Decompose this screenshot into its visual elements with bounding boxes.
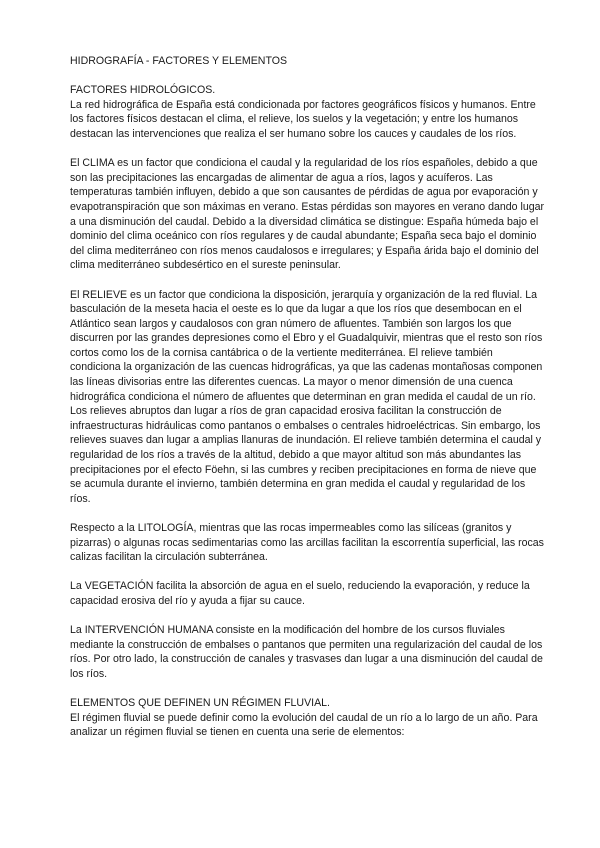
paragraph-intro: La red hidrográfica de España está condicionada por factores geográficos físicos y humanos. Entre los factores físicos destacan el clima, el relieve, los suelos y la vegetación; y entre los humanos destacan las intervenciones que realiza el ser humano sobre los cauces y caudales de los ríos. — [70, 98, 536, 140]
paragraph-relieve: El RELIEVE es un factor que condiciona la disposición, jerarquía y organización de la red fluvial. La basculación de la meseta hacia el oeste es lo que da lugar a que los ríos que desembocan en el Atlántico sean largos y caudalosos con gran número de afluentes. También son largos los que discurren por las grandes depresiones como el Ebro y el Guadalquivir, mientras que el resto son ríos cortos como los de la cornisa cantábrica o de la vertiente mediterránea. El relieve también condiciona la organización de las cuencas hidrográficas, ya que las cadenas montañosas componen las líneas divisorias entre las diferentes cuencas. La mayor o menor dimensión de una cuenca hidrográfica condiciona el número de afluentes que determinan en gran medida el caudal de un río. Los relieves abruptos dan lugar a ríos de gran capacidad erosiva facilitan la construcción de infraestructuras hidráulicas como pantanos o embalses o centrales hidroeléctricas. Sin embargo, los relieves suaves dan lugar a amplias llanuras de inundación. El relieve también determina el caudal y regularidad de los ríos a través de la altitud, debido a que mayor altitud son más abundantes las precipitaciones por el efecto Föehn, si las cumbres y reciben precipitaciones en forma de nieve que se acumula durante el invierno, también determina en gran medida el caudal y regularidad de los ríos. — [70, 288, 543, 505]
paragraph-intervencion-humana: La INTERVENCIÓN HUMANA consiste en la modificación del hombre de los cursos fluviales mediante la construcción de embalses o pantanos que permiten una regularización del caudal de los ríos. Por otro lado, la construcción de canales y trasvases dan lugar a una disminución del caudal de los ríos. — [70, 624, 543, 680]
paragraph-litologia: Respecto a la LITOLOGÍA, mientras que las rocas impermeables como las silíceas (granitos y pizarras) o algunas rocas sedimentarias como las arcillas facilitan la escorrentía superficial, las rocas calizas facilitan la circulación subterránea. — [70, 522, 544, 564]
paragraph-vegetacion: La VEGETACIÓN facilita la absorción de agua en el suelo, reduciendo la evaporación, y reduce la capacidad erosiva del río y ayuda a fijar su cauce. — [70, 580, 530, 607]
paragraph-regimen-fluvial: El régimen fluvial se puede definir como la evolución del caudal de un río a lo largo de un año. Para analizar un régimen fluvial se tienen en cuenta una serie de elementos: — [70, 711, 538, 739]
paragraph-clima: El CLIMA es un factor que condiciona el caudal y la regularidad de los ríos españoles, debido a que son las precipitaciones las encargadas de alimentar de agua a ríos, lagos y acuíferos. Las temperaturas también influyen, debido a que son causantes de pérdidas de agua por evaporación y evapotranspiración que son máximas en verano. Estas pérdidas son mayores en verano dando lugar a una disminución del caudal. Debido a la diversidad climática se distingue: España húmeda bajo el dominio del clima oceánico con ríos regulares y de caudal abundante; España seca bajo el dominio del clima mediterráneo con ríos menos caudalosos e irregulares; y España árida bajo el dominio del clima mediterráneo subdesértico en el sureste peninsular. — [70, 157, 545, 272]
section-heading-elementos: ELEMENTOS QUE DEFINEN UN RÉGIMEN FLUVIAL. — [70, 697, 330, 710]
document-page — [70, 54, 546, 740]
document-title: HIDROGRAFÍA - FACTORES Y ELEMENTOS — [70, 55, 288, 67]
section-heading-factores: FACTORES HIDROLÓGICOS. — [70, 84, 216, 97]
